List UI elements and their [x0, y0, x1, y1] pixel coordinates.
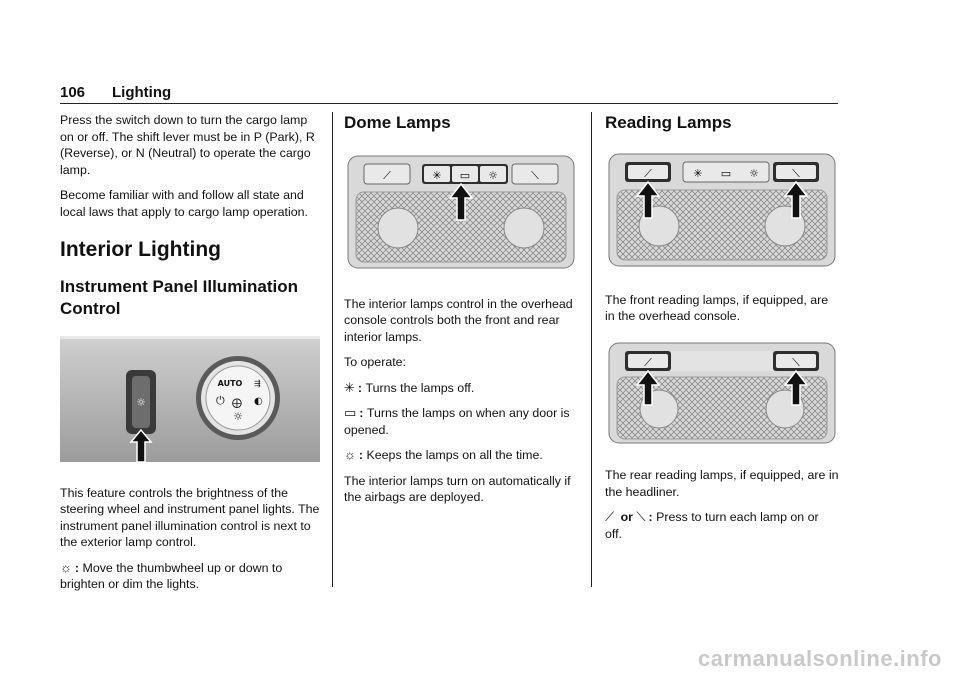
left-column [60, 112, 322, 602]
fog-lamp-icon: ⨁ [232, 398, 242, 409]
dome-console-illustration [344, 148, 578, 273]
front-reading-figure [605, 146, 839, 276]
lamp-on-icon: ☼ [344, 447, 356, 462]
front-reading-text: The front reading lamps, if equipped, are in the overhead console. [605, 292, 829, 323]
heading-interior-lighting: Interior Lighting [60, 238, 221, 261]
rear-reading-illustration [605, 339, 839, 449]
middle-column [344, 112, 578, 515]
reading-lamp-left-icon: ⟋ [644, 355, 652, 369]
watermark: carmanualsonline.info [698, 646, 942, 671]
lamp-off-icon: ✳ [344, 379, 355, 395]
ipic-description: This feature controls the brightness of the steering wheel and instrument panel lights. The instrument panel illumination control is next to the exterior lamp control. [60, 485, 320, 549]
parking-lamp-icon: ⇶ [254, 379, 261, 388]
lamp-off-icon: ✳ [693, 167, 703, 180]
reading-lamp-left-icon: ⟋ [605, 509, 615, 524]
thumbwheel-item: ☼ : Move the thumbwheel up or down to brighten or dim the lights. [60, 559, 283, 591]
column-divider-1 [332, 112, 333, 587]
door-lamp-icon: ▭ [720, 167, 732, 180]
dimmer-icon: ☼ [233, 410, 243, 423]
lamp-on-icon: ☼ [749, 167, 759, 180]
front-reading-illustration [605, 146, 839, 271]
reading-lamp-right-icon: ⟍ [792, 355, 800, 369]
item-on: ☼ : Keeps the lamps on all the time. [344, 447, 543, 462]
page-header [60, 84, 840, 104]
door-lamp-icon: ▭ [344, 405, 357, 420]
knob-auto-label: AUTO [217, 379, 243, 388]
section-title: Lighting [112, 84, 172, 101]
ipic-figure [60, 332, 322, 471]
headlamp-icon: ◐ [254, 396, 263, 407]
thumbwheel-icon: ☼ [60, 559, 72, 575]
dome-figure [344, 148, 578, 278]
item-off: ✳ : Turns the lamps off. [344, 379, 475, 395]
lamp-on-icon: ☼ [488, 169, 498, 182]
heading-ipic: Instrument Panel Illumination Control [60, 277, 299, 318]
to-operate-label: To operate: [344, 355, 406, 369]
door-lamp-icon: ▭ [459, 169, 471, 182]
column-divider-2 [591, 112, 592, 587]
reading-item: ⟋ or ⟍ : Press to turn each lamp on or off. [605, 509, 819, 541]
rear-reading-figure [605, 339, 839, 454]
heading-dome-lamps: Dome Lamps [344, 113, 451, 132]
cargo-lamp-text: Press the switch down to turn the cargo lamp on or off. The shift lever must be in P (Park), R (Reverse), or N (Neutral) to operate the cargo lamp. [60, 113, 315, 177]
laws-text: Become familiar with and follow all state and local laws that apply to cargo lamp operation. [60, 188, 308, 219]
ipic-illustration [60, 332, 320, 466]
heading-reading-lamps: Reading Lamps [605, 113, 732, 132]
rear-reading-text: The rear reading lamps, if equipped, are in the headliner. [605, 468, 839, 499]
airbag-note: The interior lamps turn on automatically if the airbags are deployed. [344, 473, 571, 504]
header-rule [60, 103, 838, 104]
right-column [605, 112, 839, 551]
page-number: 106 [60, 84, 86, 101]
dome-description: The interior lamps control in the overhead console controls both the front and rear interior lamps. [344, 296, 573, 344]
reading-lamp-right-icon: ⟍ [636, 509, 646, 524]
reading-lamp-right-icon: ⟍ [792, 167, 800, 180]
power-icon: ⏻ [216, 394, 225, 407]
reading-lamp-right-icon: ⟍ [531, 169, 539, 182]
reading-lamp-left-icon: ⟋ [383, 169, 391, 182]
reading-lamp-left-icon: ⟋ [644, 167, 652, 180]
thumbwheel-icon: ☼ [136, 396, 146, 409]
item-door: ▭ : Turns the lamps on when any door is opened. [344, 405, 570, 437]
lamp-off-icon: ✳ [432, 169, 442, 182]
